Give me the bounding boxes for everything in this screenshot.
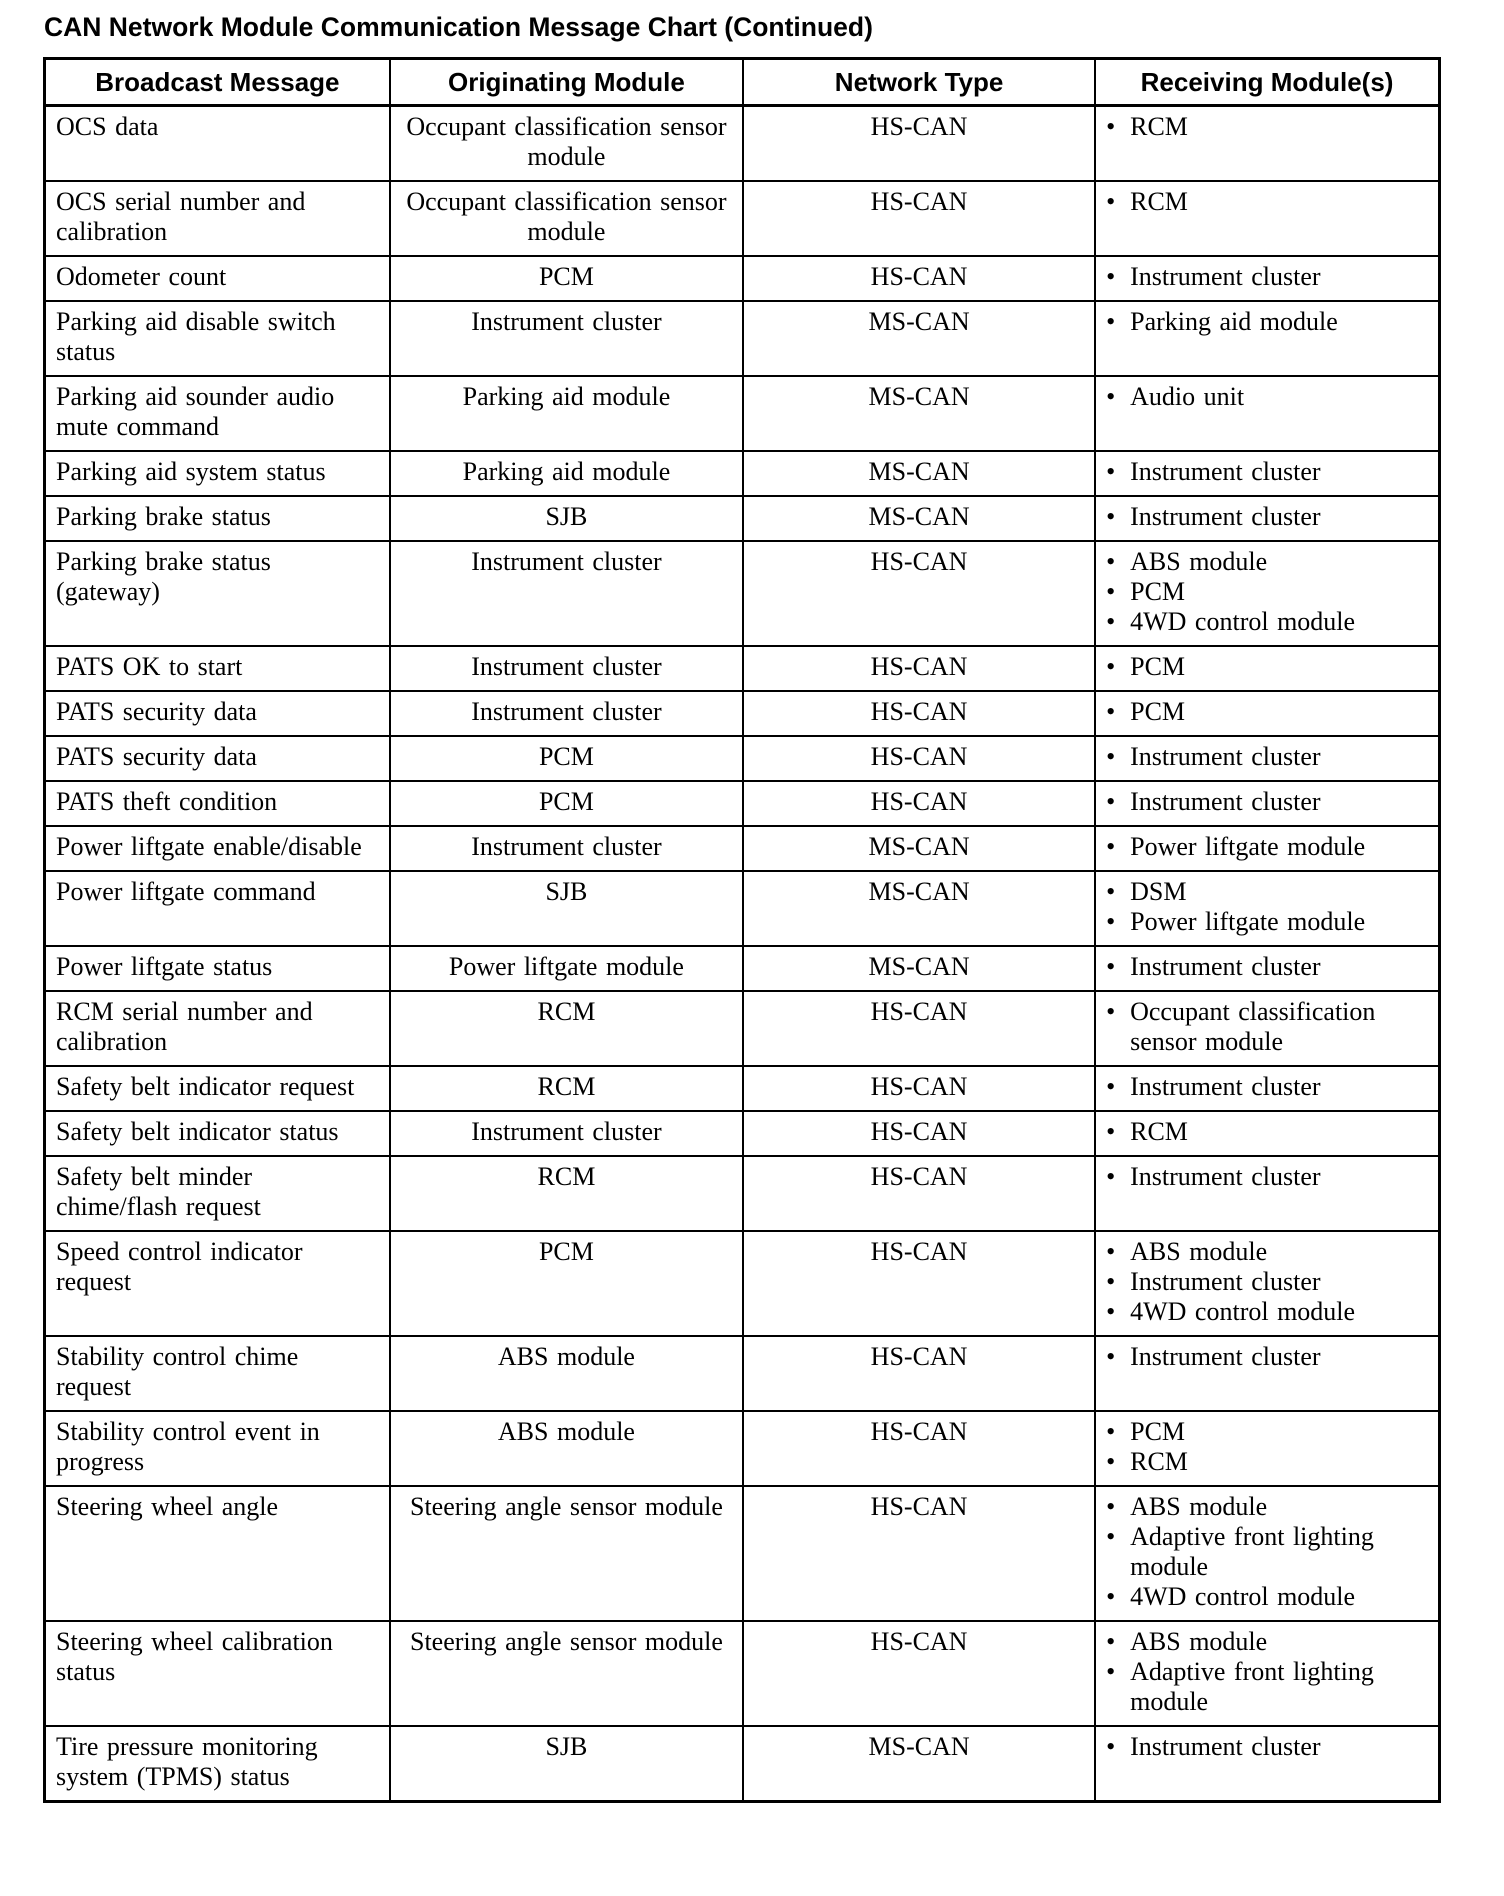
table-row: [45, 1336, 1440, 1411]
network-type-cell: MS-CAN: [743, 451, 1095, 496]
originating-module-cell: Power liftgate module: [390, 946, 743, 991]
originating-module-cell: SJB: [390, 496, 743, 541]
broadcast-message-cell: Parking aid disable switch status: [45, 301, 390, 376]
receiving-module-label: Instrument cluster: [1130, 1732, 1321, 1761]
receiving-module-item: [1106, 997, 1428, 1057]
bullet-icon: •: [1106, 952, 1116, 981]
receiving-modules-list: [1106, 952, 1428, 982]
receiving-modules-cell: [1095, 496, 1439, 541]
receiving-module-item: [1106, 742, 1428, 772]
bullet-icon: •: [1106, 787, 1116, 816]
receiving-modules-list: [1106, 547, 1428, 637]
receiving-module-item: [1106, 1342, 1428, 1372]
table-row: [45, 991, 1440, 1066]
originating-module-cell: ABS module: [390, 1336, 743, 1411]
receiving-module-label: Instrument cluster: [1130, 1267, 1321, 1296]
broadcast-message-cell: RCM serial number and calibration: [45, 991, 390, 1066]
receiving-module-item: [1106, 382, 1428, 412]
receiving-modules-cell: [1095, 181, 1439, 256]
receiving-modules-list: [1106, 187, 1428, 217]
table-row: [45, 871, 1440, 946]
receiving-modules-cell: [1095, 1066, 1439, 1111]
bullet-icon: •: [1106, 307, 1116, 336]
bullet-icon: •: [1106, 382, 1116, 411]
bullet-icon: •: [1106, 1237, 1116, 1266]
bullet-icon: •: [1106, 1117, 1116, 1146]
originating-module-cell: SJB: [390, 871, 743, 946]
receiving-module-label: Audio unit: [1130, 382, 1245, 411]
network-type-cell: HS-CAN: [743, 256, 1095, 301]
receiving-modules-list: [1106, 1072, 1428, 1102]
broadcast-message-cell: Safety belt minder chime/flash request: [45, 1156, 390, 1231]
receiving-modules-cell: [1095, 256, 1439, 301]
broadcast-message-cell: Parking aid system status: [45, 451, 390, 496]
network-type-cell: MS-CAN: [743, 946, 1095, 991]
broadcast-message-cell: Stability control chime request: [45, 1336, 390, 1411]
chart-title: CAN Network Module Communication Message Chart (Continued): [44, 12, 873, 42]
network-type-cell: HS-CAN: [743, 1336, 1095, 1411]
table-row: [45, 1411, 1440, 1486]
table-row: [45, 946, 1440, 991]
receiving-modules-list: [1106, 787, 1428, 817]
receiving-modules-cell: [1095, 691, 1439, 736]
table-body: [45, 106, 1440, 1802]
originating-module-cell: PCM: [390, 256, 743, 301]
originating-module-cell: PCM: [390, 1231, 743, 1336]
receiving-modules-list: [1106, 742, 1428, 772]
bullet-icon: •: [1106, 1297, 1116, 1326]
network-type-cell: MS-CAN: [743, 496, 1095, 541]
receiving-modules-list: [1106, 877, 1428, 937]
table-row: [45, 1231, 1440, 1336]
table-row: [45, 1486, 1440, 1621]
receiving-modules-cell: [1095, 1156, 1439, 1231]
bullet-icon: •: [1106, 547, 1116, 576]
receiving-module-item: [1106, 502, 1428, 532]
originating-module-cell: Occupant classification sensor module: [390, 106, 743, 182]
broadcast-message-cell: Odometer count: [45, 256, 390, 301]
receiving-module-label: DSM: [1130, 877, 1187, 906]
bullet-icon: •: [1106, 1267, 1116, 1296]
column-header-broadcast-message: Broadcast Message: [45, 59, 390, 106]
receiving-module-label: Power liftgate module: [1130, 832, 1366, 861]
bullet-icon: •: [1106, 1732, 1116, 1761]
originating-module-cell: Instrument cluster: [390, 826, 743, 871]
originating-module-cell: Steering angle sensor module: [390, 1486, 743, 1621]
receiving-module-label: PCM: [1130, 577, 1186, 606]
receiving-module-label: PCM: [1130, 697, 1186, 726]
network-type-cell: HS-CAN: [743, 646, 1095, 691]
receiving-module-item: [1106, 1627, 1428, 1657]
receiving-modules-list: [1106, 652, 1428, 682]
bullet-icon: •: [1106, 1342, 1116, 1371]
receiving-modules-cell: [1095, 106, 1439, 182]
receiving-modules-cell: [1095, 541, 1439, 646]
receiving-module-item: [1106, 262, 1428, 292]
table-row: [45, 736, 1440, 781]
receiving-module-label: Instrument cluster: [1130, 742, 1321, 771]
broadcast-message-cell: Power liftgate enable/disable: [45, 826, 390, 871]
originating-module-cell: PCM: [390, 781, 743, 826]
bullet-icon: •: [1106, 262, 1116, 291]
network-type-cell: MS-CAN: [743, 826, 1095, 871]
receiving-module-label: RCM: [1130, 112, 1188, 141]
bullet-icon: •: [1106, 997, 1116, 1026]
receiving-module-item: [1106, 1117, 1428, 1147]
originating-module-cell: Instrument cluster: [390, 1111, 743, 1156]
network-type-cell: MS-CAN: [743, 1726, 1095, 1802]
bullet-icon: •: [1106, 742, 1116, 771]
receiving-modules-list: [1106, 457, 1428, 487]
network-type-cell: MS-CAN: [743, 376, 1095, 451]
receiving-modules-list: [1106, 1117, 1428, 1147]
bullet-icon: •: [1106, 577, 1116, 606]
receiving-modules-list: [1106, 1162, 1428, 1192]
originating-module-cell: ABS module: [390, 1411, 743, 1486]
receiving-modules-list: [1106, 1237, 1428, 1327]
receiving-module-label: Instrument cluster: [1130, 787, 1321, 816]
network-type-cell: HS-CAN: [743, 1231, 1095, 1336]
broadcast-message-cell: Speed control indicator request: [45, 1231, 390, 1336]
receiving-module-label: Instrument cluster: [1130, 1162, 1321, 1191]
receiving-modules-list: [1106, 697, 1428, 727]
table-row: [45, 451, 1440, 496]
receiving-modules-cell: [1095, 301, 1439, 376]
broadcast-message-cell: OCS serial number and calibration: [45, 181, 390, 256]
receiving-module-item: [1106, 577, 1428, 607]
receiving-module-item: [1106, 1732, 1428, 1762]
table-row: [45, 646, 1440, 691]
originating-module-cell: SJB: [390, 1726, 743, 1802]
receiving-module-item: [1106, 787, 1428, 817]
table-row: [45, 256, 1440, 301]
receiving-module-item: [1106, 907, 1428, 937]
network-type-cell: HS-CAN: [743, 1411, 1095, 1486]
table-row: [45, 496, 1440, 541]
receiving-module-label: ABS module: [1130, 1237, 1268, 1266]
broadcast-message-cell: PATS security data: [45, 691, 390, 736]
receiving-module-label: PCM: [1130, 1417, 1186, 1446]
network-type-cell: HS-CAN: [743, 736, 1095, 781]
broadcast-message-cell: Parking aid sounder audio mute command: [45, 376, 390, 451]
bullet-icon: •: [1106, 697, 1116, 726]
bullet-icon: •: [1106, 112, 1116, 141]
network-type-cell: MS-CAN: [743, 871, 1095, 946]
table-row: [45, 1621, 1440, 1726]
receiving-modules-list: [1106, 1417, 1428, 1477]
receiving-module-item: [1106, 1417, 1428, 1447]
receiving-modules-cell: [1095, 826, 1439, 871]
receiving-module-label: Instrument cluster: [1130, 1072, 1321, 1101]
receiving-module-label: ABS module: [1130, 1627, 1268, 1656]
receiving-module-label: Instrument cluster: [1130, 502, 1321, 531]
receiving-modules-cell: [1095, 1621, 1439, 1726]
receiving-module-label: RCM: [1130, 187, 1188, 216]
receiving-module-item: [1106, 457, 1428, 487]
receiving-module-label: 4WD control module: [1130, 1297, 1356, 1326]
broadcast-message-cell: Safety belt indicator status: [45, 1111, 390, 1156]
receiving-module-item: [1106, 307, 1428, 337]
broadcast-message-cell: Stability control event in progress: [45, 1411, 390, 1486]
bullet-icon: •: [1106, 832, 1116, 861]
receiving-modules-list: [1106, 112, 1428, 142]
table-row: [45, 181, 1440, 256]
receiving-module-item: [1106, 1447, 1428, 1477]
table-row: [45, 1156, 1440, 1231]
broadcast-message-cell: PATS OK to start: [45, 646, 390, 691]
network-type-cell: HS-CAN: [743, 991, 1095, 1066]
receiving-module-label: RCM: [1130, 1447, 1188, 1476]
network-type-cell: HS-CAN: [743, 1111, 1095, 1156]
bullet-icon: •: [1106, 1162, 1116, 1191]
receiving-modules-list: [1106, 262, 1428, 292]
receiving-module-label: Adaptive front lighting module: [1130, 1522, 1374, 1581]
receiving-module-label: Parking aid module: [1130, 307, 1338, 336]
receiving-modules-cell: [1095, 946, 1439, 991]
bullet-icon: •: [1106, 1072, 1116, 1101]
originating-module-cell: RCM: [390, 1066, 743, 1111]
receiving-module-item: [1106, 1522, 1428, 1582]
network-type-cell: HS-CAN: [743, 781, 1095, 826]
receiving-module-label: ABS module: [1130, 1492, 1268, 1521]
receiving-module-item: [1106, 697, 1428, 727]
bullet-icon: •: [1106, 502, 1116, 531]
table-row: [45, 106, 1440, 182]
originating-module-cell: Steering angle sensor module: [390, 1621, 743, 1726]
receiving-modules-cell: [1095, 736, 1439, 781]
originating-module-cell: RCM: [390, 1156, 743, 1231]
receiving-module-item: [1106, 1162, 1428, 1192]
originating-module-cell: PCM: [390, 736, 743, 781]
network-type-cell: HS-CAN: [743, 691, 1095, 736]
table-row: [45, 781, 1440, 826]
broadcast-message-cell: PATS theft condition: [45, 781, 390, 826]
originating-module-cell: RCM: [390, 991, 743, 1066]
bullet-icon: •: [1106, 1492, 1116, 1521]
receiving-module-label: 4WD control module: [1130, 1582, 1356, 1611]
broadcast-message-cell: Power liftgate command: [45, 871, 390, 946]
bullet-icon: •: [1106, 1657, 1116, 1686]
originating-module-cell: Instrument cluster: [390, 301, 743, 376]
receiving-modules-list: [1106, 1627, 1428, 1717]
receiving-module-label: Occupant classification sensor module: [1130, 997, 1376, 1056]
column-header-receiving-modules: Receiving Module(s): [1095, 59, 1439, 106]
receiving-module-label: PCM: [1130, 652, 1186, 681]
bullet-icon: •: [1106, 1447, 1116, 1476]
receiving-module-label: Instrument cluster: [1130, 262, 1321, 291]
receiving-modules-list: [1106, 1732, 1428, 1762]
network-type-cell: HS-CAN: [743, 181, 1095, 256]
originating-module-cell: Instrument cluster: [390, 646, 743, 691]
receiving-modules-cell: [1095, 646, 1439, 691]
broadcast-message-cell: Power liftgate status: [45, 946, 390, 991]
receiving-module-item: [1106, 1297, 1428, 1327]
receiving-modules-list: [1106, 1342, 1428, 1372]
table-row: [45, 1066, 1440, 1111]
bullet-icon: •: [1106, 877, 1116, 906]
table-row: [45, 691, 1440, 736]
receiving-module-label: Instrument cluster: [1130, 457, 1321, 486]
table-row: [45, 376, 1440, 451]
receiving-modules-list: [1106, 1492, 1428, 1612]
receiving-module-item: [1106, 1072, 1428, 1102]
receiving-module-item: [1106, 1657, 1428, 1717]
bullet-icon: •: [1106, 607, 1116, 636]
receiving-module-item: [1106, 952, 1428, 982]
receiving-module-label: ABS module: [1130, 547, 1268, 576]
network-type-cell: HS-CAN: [743, 1621, 1095, 1726]
receiving-modules-cell: [1095, 1336, 1439, 1411]
bullet-icon: •: [1106, 907, 1116, 936]
receiving-module-label: Instrument cluster: [1130, 1342, 1321, 1371]
receiving-modules-list: [1106, 307, 1428, 337]
receiving-module-label: Instrument cluster: [1130, 952, 1321, 981]
originating-module-cell: Parking aid module: [390, 376, 743, 451]
broadcast-message-cell: OCS data: [45, 106, 390, 182]
receiving-modules-cell: [1095, 1111, 1439, 1156]
network-type-cell: HS-CAN: [743, 1486, 1095, 1621]
receiving-module-label: 4WD control module: [1130, 607, 1356, 636]
network-type-cell: MS-CAN: [743, 301, 1095, 376]
receiving-modules-cell: [1095, 451, 1439, 496]
receiving-modules-cell: [1095, 376, 1439, 451]
broadcast-message-cell: PATS security data: [45, 736, 390, 781]
column-header-network-type: Network Type: [743, 59, 1095, 106]
can-message-table: [43, 57, 1441, 1803]
receiving-module-item: [1106, 832, 1428, 862]
receiving-module-item: [1106, 547, 1428, 577]
receiving-module-item: [1106, 187, 1428, 217]
receiving-module-item: [1106, 1492, 1428, 1522]
receiving-module-item: [1106, 607, 1428, 637]
table-row: [45, 301, 1440, 376]
receiving-modules-list: [1106, 382, 1428, 412]
broadcast-message-cell: Parking brake status: [45, 496, 390, 541]
table-header-row: [45, 59, 1440, 106]
receiving-modules-cell: [1095, 781, 1439, 826]
table-row: [45, 826, 1440, 871]
table-row: [45, 1111, 1440, 1156]
receiving-module-item: [1106, 1267, 1428, 1297]
table-row: [45, 541, 1440, 646]
receiving-module-label: RCM: [1130, 1117, 1188, 1146]
bullet-icon: •: [1106, 1417, 1116, 1446]
broadcast-message-cell: Steering wheel calibration status: [45, 1621, 390, 1726]
originating-module-cell: Instrument cluster: [390, 541, 743, 646]
receiving-module-item: [1106, 877, 1428, 907]
receiving-modules-cell: [1095, 1411, 1439, 1486]
receiving-modules-cell: [1095, 1231, 1439, 1336]
broadcast-message-cell: Parking brake status (gateway): [45, 541, 390, 646]
receiving-module-label: Adaptive front lighting module: [1130, 1657, 1374, 1716]
broadcast-message-cell: Steering wheel angle: [45, 1486, 390, 1621]
receiving-modules-list: [1106, 997, 1428, 1057]
broadcast-message-cell: Tire pressure monitoring system (TPMS) status: [45, 1726, 390, 1802]
bullet-icon: •: [1106, 652, 1116, 681]
receiving-modules-list: [1106, 832, 1428, 862]
network-type-cell: HS-CAN: [743, 106, 1095, 182]
bullet-icon: •: [1106, 1522, 1116, 1551]
originating-module-cell: Instrument cluster: [390, 691, 743, 736]
receiving-modules-cell: [1095, 991, 1439, 1066]
receiving-module-label: Power liftgate module: [1130, 907, 1366, 936]
receiving-module-item: [1106, 112, 1428, 142]
bullet-icon: •: [1106, 1627, 1116, 1656]
receiving-module-item: [1106, 1582, 1428, 1612]
bullet-icon: •: [1106, 187, 1116, 216]
originating-module-cell: Parking aid module: [390, 451, 743, 496]
broadcast-message-cell: Safety belt indicator request: [45, 1066, 390, 1111]
receiving-modules-cell: [1095, 1486, 1439, 1621]
network-type-cell: HS-CAN: [743, 1066, 1095, 1111]
table-row: [45, 1726, 1440, 1802]
receiving-modules-cell: [1095, 871, 1439, 946]
network-type-cell: HS-CAN: [743, 1156, 1095, 1231]
column-header-originating-module: Originating Module: [390, 59, 743, 106]
receiving-modules-cell: [1095, 1726, 1439, 1802]
network-type-cell: HS-CAN: [743, 541, 1095, 646]
receiving-modules-list: [1106, 502, 1428, 532]
originating-module-cell: Occupant classification sensor module: [390, 181, 743, 256]
bullet-icon: •: [1106, 457, 1116, 486]
receiving-module-item: [1106, 1237, 1428, 1267]
receiving-module-item: [1106, 652, 1428, 682]
bullet-icon: •: [1106, 1582, 1116, 1611]
